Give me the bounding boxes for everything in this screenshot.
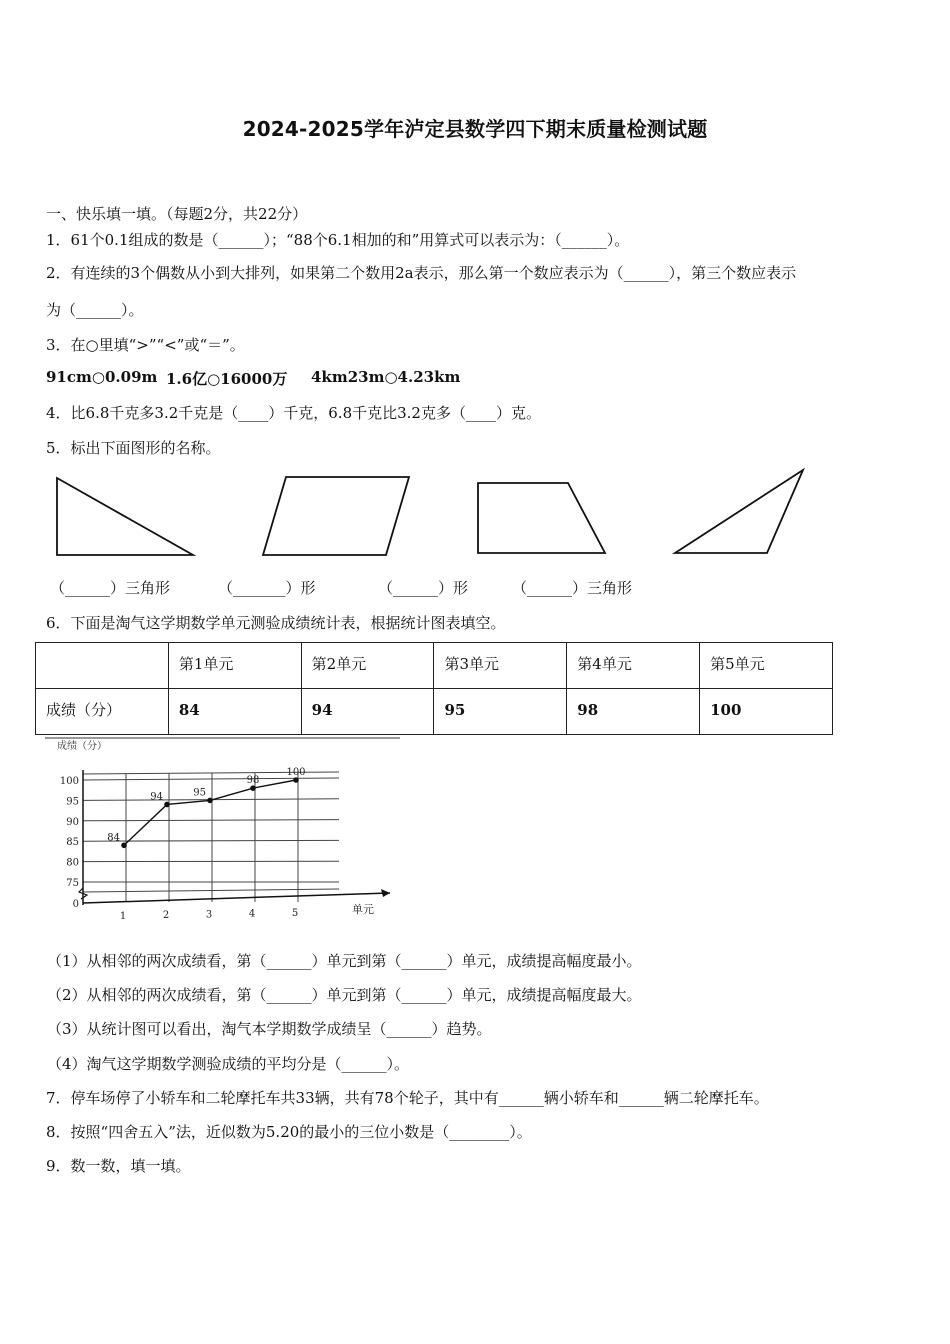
chart-data-point xyxy=(121,842,127,848)
chart-series-line xyxy=(124,780,296,845)
chart-y-tick-label: 80 xyxy=(66,857,79,869)
score-line-chart xyxy=(40,735,410,925)
chart-y-tick-label: 95 xyxy=(66,796,79,808)
chart-x-axis-label: 单元 xyxy=(352,903,374,916)
table-cell: 84 xyxy=(168,689,301,735)
table-header-cell: 第5单元 xyxy=(700,643,833,689)
table-cell: 95 xyxy=(434,689,567,735)
chart-x-axis xyxy=(83,893,390,903)
question-3-item-1: 91cm○0.09m xyxy=(46,368,158,386)
chart-y-tick-label: 100 xyxy=(59,776,79,787)
chart-x-arrow xyxy=(381,889,390,897)
chart-x-tick-label: 2 xyxy=(162,910,170,922)
question-6-sub-4: （4）淘气这学期数学测验成绩的平均分是（______）。 xyxy=(47,1055,410,1073)
score-table xyxy=(35,642,833,735)
chart-data-label: 95 xyxy=(193,787,206,799)
section-heading: 一、快乐填一填。（每题2分，共22分） xyxy=(46,205,308,223)
table-header-cell: 第2单元 xyxy=(301,643,434,689)
chart-gridline-h xyxy=(83,840,339,841)
chart-gridline-h xyxy=(83,778,339,780)
table-header-cell xyxy=(36,643,169,689)
table-cell: 98 xyxy=(567,689,700,735)
question-2-line-1: 2．有连续的3个偶数从小到大排列，如果第二个数用2a表示，那么第一个数应表示为（______），第三个数应表示 xyxy=(46,264,797,282)
chart-y-axis-label: 成绩（分） xyxy=(57,741,107,752)
chart-data-label: 94 xyxy=(150,791,163,803)
chart-data-label: 84 xyxy=(107,832,120,844)
table-header-cell: 第1单元 xyxy=(168,643,301,689)
table-header-row xyxy=(36,643,833,689)
shape-label-2: （_______）形 xyxy=(218,579,316,597)
chart-data-label: 100 xyxy=(286,767,306,778)
chart-data-point xyxy=(164,802,170,808)
shape-figures xyxy=(0,460,950,570)
question-6: 6．下面是淘气这学期数学单元测验成绩统计表，根据统计图表填空。 xyxy=(46,614,506,632)
question-5: 5．标出下面图形的名称。 xyxy=(46,439,221,457)
question-8: 8．按照“四舍五入”法，近似数为5.20的最小的三位小数是（________）。 xyxy=(46,1123,532,1141)
table-header-cell: 第4单元 xyxy=(567,643,700,689)
question-6-sub-2: （2）从相邻的两次成绩看，第（______）单元到第（______）单元，成绩提高幅度最大。 xyxy=(47,986,642,1004)
question-6-sub-3: （3）从统计图可以看出，淘气本学期数学成绩呈（______）趋势。 xyxy=(47,1020,492,1038)
table-header-cell: 第3单元 xyxy=(434,643,567,689)
table-cell: 94 xyxy=(301,689,434,735)
shape-label-1: （______）三角形 xyxy=(50,579,171,597)
question-3-item-2: 1.6亿○16000万 xyxy=(166,370,288,388)
chart-x-tick-label: 1 xyxy=(119,911,127,922)
chart-data-label: 98 xyxy=(246,775,260,787)
question-9: 9．数一数，填一填。 xyxy=(46,1157,191,1175)
chart-data-point xyxy=(293,777,299,783)
chart-y-tick-label: 0 xyxy=(72,899,79,910)
parallelogram-shape xyxy=(263,477,409,555)
chart-data-point xyxy=(250,785,256,791)
chart-gridline-h xyxy=(83,889,339,892)
table-cell: 100 xyxy=(700,689,833,735)
table-row-label: 成绩（分） xyxy=(36,689,169,735)
chart-y-tick-label: 75 xyxy=(66,878,79,889)
chart-gridline-h xyxy=(83,820,339,821)
table-row xyxy=(36,689,833,735)
chart-x-tick-label: 3 xyxy=(205,909,213,921)
question-2-line-2: 为（______）。 xyxy=(46,301,144,319)
shape-label-3: （______）形 xyxy=(378,579,469,597)
chart-data-point xyxy=(207,798,213,804)
chart-x-tick-label: 4 xyxy=(248,908,256,920)
question-3-item-3: 4km23m○4.23km xyxy=(311,368,461,386)
question-3: 3．在○里填“>”“<”或“＝”。 xyxy=(46,336,245,354)
chart-y-tick-label: 85 xyxy=(66,837,79,849)
chart-grid xyxy=(83,772,339,902)
page-title: 2024-2025学年泸定县数学四下期末质量检测试题 xyxy=(242,117,708,141)
chart-x-tick-label: 5 xyxy=(291,907,299,919)
question-1: 1．61个0.1组成的数是（______）；“88个6.1相加的和”用算式可以表示为：（______）。 xyxy=(46,231,630,249)
obtuse-triangle-shape xyxy=(675,470,803,553)
question-4: 4．比6.8千克多3.2千克是（____）千克，6.8千克比3.2克多（____）克。 xyxy=(46,404,541,422)
shape-label-4: （______）三角形 xyxy=(512,579,633,597)
trapezoid-shape xyxy=(478,483,605,553)
question-7: 7．停车场停了小轿车和二轮摩托车共33辆，共有78个轮子，其中有______辆小轿车和______辆二轮摩托车。 xyxy=(46,1089,769,1107)
question-6-sub-1: （1）从相邻的两次成绩看，第（______）单元到第（______）单元，成绩提高幅度最小。 xyxy=(47,952,642,970)
right-triangle-shape xyxy=(57,478,193,555)
chart-y-tick-label: 90 xyxy=(66,816,79,828)
